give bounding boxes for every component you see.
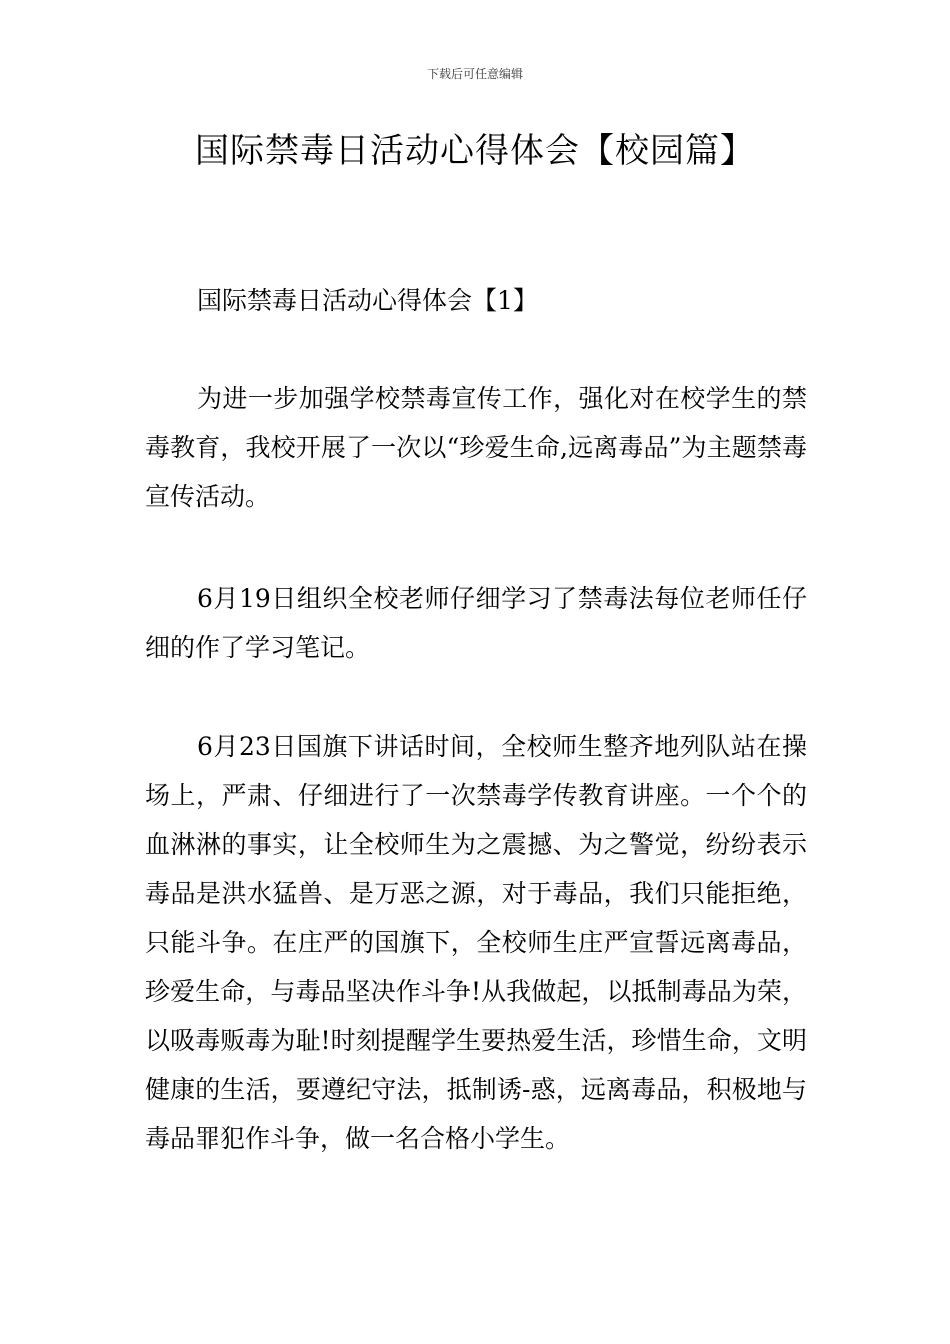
section-heading: 国际禁毒日活动心得体会【1】 xyxy=(197,286,538,315)
paragraph-3: 6月23日国旗下讲话时间，全校师生整齐地列队站在操场上，严肃、仔细进行了一次禁毒学传教育讲座。一个个的血淋淋的事实，让全校师生为之震撼、为之警觉，纷纷表示毒品是洪水猛兽、是万恶之源，对于毒品，我们只能拒绝，只能斗争。在庄严的国旗下，全校师生庄严宣誓远离毒品，珍爱生命，与毒品坚决作斗争!从我做起，以抵制毒品为荣，以吸毒贩毒为耻!时刻提醒学生要热爱生活，珍惜生命，文明健康的生活，要遵纪守法，抵制诱-惑，远离毒品，积极地与毒品罪犯作斗争，做一名合格小学生。 xyxy=(145,732,807,1153)
header-note: 下载后可任意编辑 xyxy=(426,67,523,81)
paragraph-2: 6月19日组织全校老师仔细学习了禁毒法每位老师任仔细的作了学习笔记。 xyxy=(145,584,807,662)
paragraph-1: 为进一步加强学校禁毒宣传工作，强化对在校学生的禁毒教育，我校开展了一次以“珍爱生命,远离毒品”为主题禁毒宣传活动。 xyxy=(145,384,807,511)
document-title: 国际禁毒日活动心得体会【校园篇】 xyxy=(195,131,755,171)
